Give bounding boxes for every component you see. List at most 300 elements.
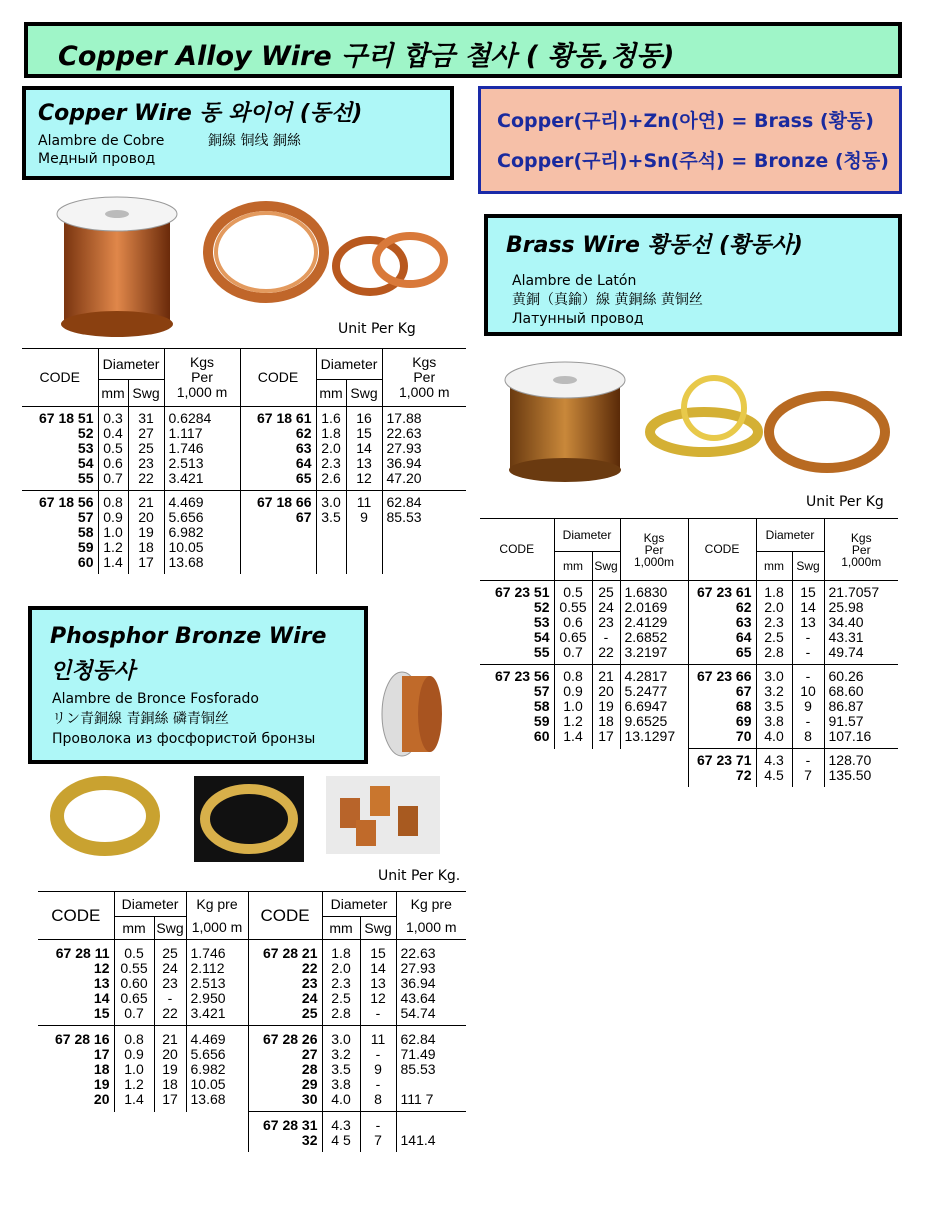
weight-cell: 91.57 bbox=[824, 714, 898, 729]
copper-wire-table bbox=[22, 348, 466, 574]
mm-cell: 0.6 bbox=[554, 615, 592, 630]
weight-cell: 22.63 bbox=[396, 940, 466, 962]
mm-cell: 0.7 bbox=[114, 1006, 154, 1026]
mm-cell: 1.8 bbox=[756, 581, 792, 601]
bronze-formula: Copper(구리)+Sn(주석) = Bronze (청동) bbox=[497, 150, 889, 172]
weight-cell: 3.2197 bbox=[620, 645, 688, 665]
phosphor-mm-header-2: mm bbox=[322, 917, 360, 940]
weight-cell: 2.0169 bbox=[620, 600, 688, 615]
weight-cell: 27.93 bbox=[396, 961, 466, 976]
swg-cell: - bbox=[360, 1006, 396, 1026]
weight-cell: 6.6947 bbox=[620, 699, 688, 714]
code-cell: 18 bbox=[93, 1061, 110, 1077]
phosphor-bronze-header bbox=[28, 606, 368, 764]
code-cell: 54 bbox=[533, 629, 550, 645]
copper-kgs-label-2: Kgs Per bbox=[412, 354, 437, 385]
weight-cell bbox=[186, 1133, 248, 1152]
weight-cell: 6.982 bbox=[164, 525, 240, 540]
mm-cell bbox=[554, 749, 592, 769]
phosphor-code-header-2: CODE bbox=[248, 892, 322, 940]
phosphor-swg-header: Swg bbox=[154, 917, 186, 940]
code-cell: 72 bbox=[688, 768, 756, 787]
mm-cell: 2.5 bbox=[322, 991, 360, 1006]
weight-cell: 21.7057 bbox=[824, 581, 898, 601]
code-cell: 25 bbox=[248, 1006, 322, 1026]
brass-wire-es: Alambre de Latón bbox=[512, 273, 637, 289]
copper-kgs-header bbox=[164, 349, 240, 407]
table-row bbox=[38, 1062, 466, 1077]
weight-cell: 13.1297 bbox=[620, 729, 688, 749]
table-row bbox=[22, 426, 466, 441]
mm-cell: 1.2 bbox=[98, 540, 128, 555]
code-cell: 70 bbox=[688, 729, 756, 749]
swg-cell: - bbox=[792, 714, 824, 729]
brass-code-header-2: CODE bbox=[688, 519, 756, 581]
code-cell: 67 18 61 bbox=[240, 407, 316, 427]
brass-kgs-header-2 bbox=[824, 519, 898, 581]
phosphor-bronze-title: Phosphor Bronze Wire bbox=[50, 624, 327, 649]
swg-cell: 9 bbox=[792, 699, 824, 714]
mm-cell: 2.3 bbox=[316, 456, 346, 471]
table-row bbox=[22, 471, 466, 491]
mm-cell: 3.8 bbox=[756, 714, 792, 729]
mm-cell: 2.0 bbox=[322, 961, 360, 976]
weight-cell: 62.84 bbox=[396, 1026, 466, 1048]
weight-cell bbox=[396, 1077, 466, 1092]
weight-cell: 36.94 bbox=[396, 976, 466, 991]
alloy-formula-box bbox=[478, 86, 902, 194]
code-cell: 67 18 56 bbox=[22, 491, 98, 511]
swg-cell: 22 bbox=[128, 471, 164, 491]
mm-cell: 2.0 bbox=[316, 441, 346, 456]
mm-cell: 1.4 bbox=[554, 729, 592, 749]
swg-cell: 21 bbox=[128, 491, 164, 511]
table-row bbox=[38, 1112, 466, 1134]
swg-cell: 19 bbox=[128, 525, 164, 540]
table-row bbox=[480, 729, 898, 749]
weight-cell bbox=[382, 540, 466, 555]
weight-cell: 47.20 bbox=[382, 471, 466, 491]
swg-cell: 24 bbox=[592, 600, 620, 615]
brass-formula: Copper(구리)+Zn(아연) = Brass (황동) bbox=[497, 110, 874, 132]
phosphor-bronze-ru: Проволока из фосфористой бронзы bbox=[52, 731, 316, 747]
code-cell: 30 bbox=[248, 1092, 322, 1112]
code-cell: 58 bbox=[77, 524, 94, 540]
code-cell bbox=[480, 768, 554, 787]
code-cell: 67 28 26 bbox=[248, 1026, 322, 1048]
swg-cell: 23 bbox=[592, 615, 620, 630]
phosphor-code-header: CODE bbox=[51, 906, 101, 925]
code-cell: 62 bbox=[240, 426, 316, 441]
code-cell: 53 bbox=[533, 614, 550, 630]
weight-cell bbox=[382, 525, 466, 540]
code-cell: 60 bbox=[533, 728, 550, 744]
code-cell: 52 bbox=[533, 599, 550, 615]
table-row bbox=[38, 976, 466, 991]
code-cell bbox=[480, 749, 554, 769]
weight-cell: 62.84 bbox=[382, 491, 466, 511]
table-row bbox=[480, 630, 898, 645]
table-row bbox=[38, 940, 466, 962]
phosphor-per-header: 1,000 m bbox=[186, 917, 248, 940]
weight-cell: 5.2477 bbox=[620, 684, 688, 699]
mm-cell: 3.0 bbox=[316, 491, 346, 511]
swg-cell: 20 bbox=[128, 510, 164, 525]
code-cell bbox=[240, 540, 316, 555]
mm-cell: 0.7 bbox=[98, 471, 128, 491]
copper-kgs-label: Kgs Per bbox=[189, 354, 215, 385]
table-row bbox=[480, 699, 898, 714]
weight-cell: 2.513 bbox=[164, 456, 240, 471]
code-cell: 67 28 16 bbox=[38, 1026, 114, 1048]
brass-wire-table bbox=[480, 518, 898, 787]
mm-cell: 4.3 bbox=[756, 749, 792, 769]
brass-swg-header-2: Swg bbox=[792, 552, 824, 581]
mm-cell: 1.4 bbox=[98, 555, 128, 574]
swg-cell: 10 bbox=[792, 684, 824, 699]
weight-cell: 85.53 bbox=[396, 1062, 466, 1077]
table-row bbox=[22, 407, 466, 427]
brass-per-label: 1,000m bbox=[633, 554, 675, 569]
weight-cell: 71.49 bbox=[396, 1047, 466, 1062]
brass-wire-header bbox=[484, 214, 902, 336]
weight-cell: 4.469 bbox=[186, 1026, 248, 1048]
swg-cell: 17 bbox=[128, 555, 164, 574]
weight-cell: 1.746 bbox=[186, 940, 248, 962]
swg-cell: 25 bbox=[592, 581, 620, 601]
copper-mm-header-2: mm bbox=[316, 380, 346, 407]
swg-cell: - bbox=[792, 645, 824, 665]
weight-cell: 86.87 bbox=[824, 699, 898, 714]
table-row bbox=[480, 615, 898, 630]
table-row bbox=[22, 491, 466, 511]
phosphor-swg-header-2: Swg bbox=[360, 917, 396, 940]
mm-cell: 0.8 bbox=[114, 1026, 154, 1048]
weight-cell: 10.05 bbox=[186, 1077, 248, 1092]
swg-cell: 18 bbox=[592, 714, 620, 729]
mm-cell: 1.4 bbox=[114, 1092, 154, 1112]
mm-cell: 3.2 bbox=[322, 1047, 360, 1062]
swg-cell: 19 bbox=[592, 699, 620, 714]
table-row bbox=[480, 665, 898, 685]
copper-wire-cjk: 銅線 铜线 銅絲 bbox=[208, 133, 301, 149]
code-cell: 23 bbox=[248, 976, 322, 991]
swg-cell: 9 bbox=[360, 1062, 396, 1077]
code-cell: 64 bbox=[240, 456, 316, 471]
code-cell: 15 bbox=[93, 1005, 110, 1021]
swg-cell: 18 bbox=[128, 540, 164, 555]
weight-cell: 43.31 bbox=[824, 630, 898, 645]
weight-cell: 17.88 bbox=[382, 407, 466, 427]
swg-cell: 23 bbox=[154, 976, 186, 991]
brass-mm-header-2: mm bbox=[756, 552, 792, 581]
code-cell: 12 bbox=[93, 960, 110, 976]
code-cell: 67 18 51 bbox=[22, 407, 98, 427]
phosphor-per-header-2: 1,000 m bbox=[396, 917, 466, 940]
code-cell: 67 23 71 bbox=[688, 749, 756, 769]
table-row bbox=[38, 1047, 466, 1062]
table-row bbox=[22, 456, 466, 471]
swg-cell: 14 bbox=[346, 441, 382, 456]
brass-kgs-header bbox=[620, 519, 688, 581]
phosphor-diameter-header: Diameter bbox=[114, 892, 186, 917]
swg-cell bbox=[154, 1112, 186, 1134]
mm-cell: 2.5 bbox=[756, 630, 792, 645]
brass-coil-image-2 bbox=[762, 388, 892, 476]
code-cell: 52 bbox=[77, 425, 94, 441]
phosphor-kgs-header-2: Kg pre bbox=[396, 892, 466, 917]
mm-cell: 3.0 bbox=[756, 665, 792, 685]
bronze-coil-dark-image bbox=[194, 776, 304, 862]
table-row bbox=[22, 441, 466, 456]
weight-cell: 68.60 bbox=[824, 684, 898, 699]
phosphor-mm-header: mm bbox=[114, 917, 154, 940]
mm-cell: 0.60 bbox=[114, 976, 154, 991]
weight-cell: 22.63 bbox=[382, 426, 466, 441]
copper-per-label-2: 1,000 m bbox=[398, 384, 450, 400]
weight-cell: 2.950 bbox=[186, 991, 248, 1006]
mm-cell: 0.5 bbox=[98, 441, 128, 456]
swg-cell: 20 bbox=[154, 1047, 186, 1062]
swg-cell: 9 bbox=[346, 510, 382, 525]
swg-cell: 24 bbox=[154, 961, 186, 976]
weight-cell: 13.68 bbox=[164, 555, 240, 574]
mm-cell: 0.9 bbox=[114, 1047, 154, 1062]
code-cell: 67 28 31 bbox=[248, 1112, 322, 1134]
code-cell bbox=[38, 1112, 114, 1134]
weight-cell: 1.6830 bbox=[620, 581, 688, 601]
table-row bbox=[480, 714, 898, 729]
brass-wire-ru: Латунный провод bbox=[512, 311, 644, 327]
code-cell: 58 bbox=[533, 698, 550, 714]
swg-cell: 25 bbox=[128, 441, 164, 456]
table-row bbox=[22, 555, 466, 574]
mm-cell: 1.2 bbox=[554, 714, 592, 729]
weight-cell bbox=[396, 1112, 466, 1134]
swg-cell bbox=[346, 540, 382, 555]
weight-cell: 60.26 bbox=[824, 665, 898, 685]
code-cell: 13 bbox=[93, 975, 110, 991]
table-row bbox=[38, 1133, 466, 1152]
weight-cell bbox=[186, 1112, 248, 1134]
code-cell: 59 bbox=[533, 713, 550, 729]
weight-cell: 2.112 bbox=[186, 961, 248, 976]
code-cell bbox=[240, 555, 316, 574]
copper-unit-label: Unit Per Kg bbox=[338, 321, 416, 337]
mm-cell: 3.5 bbox=[316, 510, 346, 525]
weight-cell bbox=[620, 749, 688, 769]
mm-cell: 0.65 bbox=[554, 630, 592, 645]
copper-coil-pair-image bbox=[330, 228, 448, 298]
brass-diameter-header: Diameter bbox=[554, 519, 620, 552]
mm-cell: 1.0 bbox=[114, 1062, 154, 1077]
swg-cell: 31 bbox=[128, 407, 164, 427]
swg-cell: 7 bbox=[360, 1133, 396, 1152]
mm-cell: 2.0 bbox=[756, 600, 792, 615]
brass-diameter-header-2: Diameter bbox=[756, 519, 824, 552]
mm-cell: 0.5 bbox=[554, 581, 592, 601]
code-cell: 63 bbox=[240, 441, 316, 456]
weight-cell: 3.421 bbox=[164, 471, 240, 491]
brass-unit-label: Unit Per Kg bbox=[806, 494, 884, 510]
code-cell bbox=[240, 525, 316, 540]
code-cell bbox=[38, 1133, 114, 1152]
code-cell: 24 bbox=[248, 991, 322, 1006]
weight-cell: 85.53 bbox=[382, 510, 466, 525]
mm-cell: 2.3 bbox=[322, 976, 360, 991]
page-title-bar bbox=[24, 22, 902, 78]
mm-cell: 1.8 bbox=[316, 426, 346, 441]
swg-cell: 22 bbox=[154, 1006, 186, 1026]
swg-cell: 17 bbox=[154, 1092, 186, 1112]
code-cell: 27 bbox=[248, 1047, 322, 1062]
table-row bbox=[480, 768, 898, 787]
copper-swg-header: Swg bbox=[128, 380, 164, 407]
mm-cell: 0.3 bbox=[98, 407, 128, 427]
mm-cell bbox=[316, 555, 346, 574]
copper-coil-image bbox=[200, 196, 332, 308]
code-cell: 57 bbox=[77, 509, 94, 525]
table-row bbox=[38, 1006, 466, 1026]
mm-cell: 4.0 bbox=[322, 1092, 360, 1112]
weight-cell: 54.74 bbox=[396, 1006, 466, 1026]
swg-cell bbox=[592, 768, 620, 787]
code-cell: 67 23 61 bbox=[688, 581, 756, 601]
code-cell: 29 bbox=[248, 1077, 322, 1092]
copper-code-header: CODE bbox=[22, 349, 98, 407]
phosphor-bronze-title-kr: 인청동사 bbox=[50, 659, 136, 684]
swg-cell: - bbox=[360, 1112, 396, 1134]
copper-wire-es: Alambre de Cobre bbox=[38, 133, 165, 149]
mm-cell: 4.5 bbox=[756, 768, 792, 787]
swg-cell: 16 bbox=[346, 407, 382, 427]
weight-cell: 2.513 bbox=[186, 976, 248, 991]
mm-cell: 3.5 bbox=[322, 1062, 360, 1077]
weight-cell: 107.16 bbox=[824, 729, 898, 749]
code-cell: 55 bbox=[533, 644, 550, 660]
swg-cell: - bbox=[792, 749, 824, 769]
brass-coil-image bbox=[644, 370, 764, 460]
code-cell: 32 bbox=[248, 1133, 322, 1152]
weight-cell: 3.421 bbox=[186, 1006, 248, 1026]
mm-cell: 0.7 bbox=[554, 645, 592, 665]
swg-cell: 12 bbox=[360, 991, 396, 1006]
swg-cell bbox=[346, 555, 382, 574]
phosphor-diameter-header-2: Diameter bbox=[322, 892, 396, 917]
mm-cell: 1.0 bbox=[98, 525, 128, 540]
mm-cell: 2.8 bbox=[322, 1006, 360, 1026]
weight-cell: 5.656 bbox=[186, 1047, 248, 1062]
swg-cell: 8 bbox=[360, 1092, 396, 1112]
weight-cell bbox=[620, 768, 688, 787]
table-row bbox=[38, 1077, 466, 1092]
code-cell: 65 bbox=[240, 471, 316, 491]
mm-cell: 4 5 bbox=[322, 1133, 360, 1152]
mm-cell: 0.55 bbox=[114, 961, 154, 976]
mm-cell: 2.3 bbox=[756, 615, 792, 630]
mm-cell: 0.6 bbox=[98, 456, 128, 471]
swg-cell: 17 bbox=[592, 729, 620, 749]
table-row bbox=[38, 961, 466, 976]
mm-cell: 0.5 bbox=[114, 940, 154, 962]
weight-cell: 2.6852 bbox=[620, 630, 688, 645]
table-row bbox=[38, 991, 466, 1006]
swg-cell: 11 bbox=[360, 1026, 396, 1048]
swg-cell: 14 bbox=[360, 961, 396, 976]
phosphor-bronze-cjk: リン青銅線 青銅絲 磷青铜丝 bbox=[52, 711, 229, 727]
brass-mm-header: mm bbox=[554, 552, 592, 581]
mm-cell: 0.55 bbox=[554, 600, 592, 615]
brass-kgs-label: Kgs Per bbox=[643, 530, 665, 557]
code-cell: 67 23 66 bbox=[688, 665, 756, 685]
code-cell: 57 bbox=[533, 683, 550, 699]
weight-cell: 4.469 bbox=[164, 491, 240, 511]
page-title: Copper Alloy Wire 구리 합금 철사 ( 황동,청동) bbox=[58, 41, 675, 72]
mm-cell: 3.2 bbox=[756, 684, 792, 699]
code-cell: 14 bbox=[93, 990, 110, 1006]
table-row bbox=[22, 525, 466, 540]
code-cell: 68 bbox=[688, 699, 756, 714]
weight-cell: 2.4129 bbox=[620, 615, 688, 630]
weight-cell: 13.68 bbox=[186, 1092, 248, 1112]
code-cell: 67 18 66 bbox=[240, 491, 316, 511]
table-row bbox=[480, 684, 898, 699]
swg-cell bbox=[154, 1133, 186, 1152]
copper-diameter-header-2: Diameter bbox=[316, 349, 382, 380]
brass-wire-title: Brass Wire 황동선 (황동사) bbox=[506, 233, 803, 258]
bronze-spools-image bbox=[326, 776, 440, 854]
code-cell: 65 bbox=[688, 645, 756, 665]
copper-wire-header bbox=[22, 86, 454, 180]
code-cell: 54 bbox=[77, 455, 94, 471]
weight-cell: 1.117 bbox=[164, 426, 240, 441]
mm-cell: 2.6 bbox=[316, 471, 346, 491]
table-row bbox=[38, 1026, 466, 1048]
weight-cell: 111 7 bbox=[396, 1092, 466, 1112]
mm-cell: 1.2 bbox=[114, 1077, 154, 1092]
swg-cell: - bbox=[360, 1077, 396, 1092]
code-cell: 20 bbox=[93, 1091, 110, 1107]
code-cell: 60 bbox=[77, 554, 94, 570]
swg-cell: - bbox=[792, 630, 824, 645]
bronze-small-spool-image bbox=[376, 666, 446, 762]
weight-cell bbox=[382, 555, 466, 574]
table-row bbox=[22, 510, 466, 525]
brass-code-header: CODE bbox=[480, 519, 554, 581]
swg-cell: 21 bbox=[592, 665, 620, 685]
code-cell: 55 bbox=[77, 470, 94, 486]
swg-cell: 23 bbox=[128, 456, 164, 471]
weight-cell: 128.70 bbox=[824, 749, 898, 769]
code-cell: 67 23 56 bbox=[480, 665, 554, 685]
copper-code-header-2: CODE bbox=[240, 349, 316, 407]
mm-cell bbox=[114, 1112, 154, 1134]
table-row bbox=[480, 749, 898, 769]
swg-cell: 15 bbox=[360, 940, 396, 962]
code-cell: 67 bbox=[688, 684, 756, 699]
code-cell: 22 bbox=[248, 961, 322, 976]
table-row bbox=[480, 645, 898, 665]
swg-cell: 14 bbox=[792, 600, 824, 615]
code-cell: 69 bbox=[688, 714, 756, 729]
brass-per-label-2: 1,000m bbox=[841, 554, 882, 569]
code-cell: 62 bbox=[688, 600, 756, 615]
mm-cell: 4.0 bbox=[756, 729, 792, 749]
weight-cell: 141.4 bbox=[396, 1133, 466, 1152]
code-cell: 63 bbox=[688, 615, 756, 630]
mm-cell bbox=[316, 525, 346, 540]
weight-cell: 5.656 bbox=[164, 510, 240, 525]
